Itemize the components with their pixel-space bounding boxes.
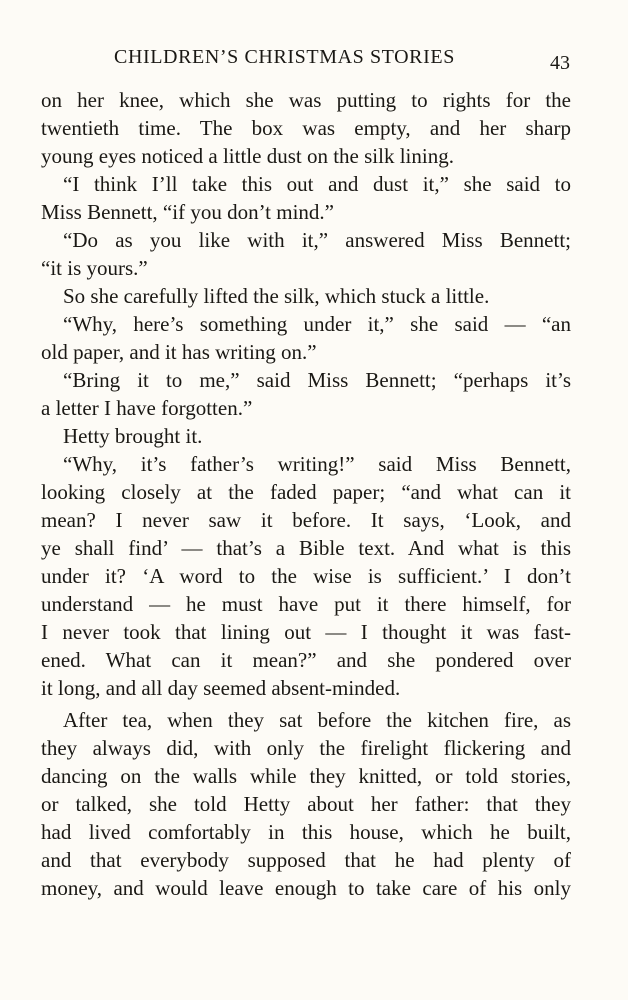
text-line: I never took that lining out — I thought it was fast- (41, 620, 571, 644)
text-line: looking closely at the faded paper; “and what can it (41, 480, 571, 504)
text-line: “Why, it’s father’s writing!” said Miss Bennett, (63, 452, 571, 476)
text-line: twentieth time. The box was empty, and her sharp (41, 116, 571, 140)
text-line: under it? ‘A word to the wise is sufficient.’ I don’t (41, 564, 571, 588)
text-line: a letter I have forgotten.” (41, 396, 253, 420)
text-line: or talked, she told Hetty about her father: that they (41, 792, 571, 816)
text-line: “it is yours.” (41, 256, 148, 280)
text-line: dancing on the walls while they knitted, or told stories, (41, 764, 571, 788)
running-head (40, 46, 570, 76)
text-line: on her knee, which she was putting to rights for the (41, 88, 571, 112)
text-line: ened. What can it mean?” and she pondered over (41, 648, 571, 672)
text-line: they always did, with only the firelight flickering and (41, 736, 571, 760)
body-text (41, 86, 571, 902)
page-number: 43 (550, 52, 570, 74)
text-line: Hetty brought it. (63, 424, 203, 448)
text-line: “Do as you like with it,” answered Miss Bennett; (63, 228, 571, 252)
text-line: it long, and all day seemed absent-minded. (41, 676, 401, 700)
text-line: So she carefully lifted the silk, which stuck a little. (63, 284, 490, 308)
text-line: ye shall find’ — that’s a Bible text. And what is this (41, 536, 571, 560)
text-line: “Bring it to me,” said Miss Bennett; “perhaps it’s (63, 368, 571, 392)
running-title: CHILDREN’S CHRISTMAS STORIES (114, 46, 455, 68)
text-line: old paper, and it has writing on.” (41, 340, 317, 364)
text-line: “I think I’ll take this out and dust it,” she said to (63, 172, 571, 196)
text-line: “Why, here’s something under it,” she said — “an (63, 312, 571, 336)
text-line: had lived comfortably in this house, which he built, (41, 820, 571, 844)
text-line: mean? I never saw it before. It says, ‘Look, and (41, 508, 571, 532)
text-line: understand — he must have put it there himself, for (41, 592, 571, 616)
text-line: and that everybody supposed that he had plenty of (41, 848, 571, 872)
text-line: After tea, when they sat before the kitchen fire, as (63, 708, 571, 732)
text-line: Miss Bennett, “if you don’t mind.” (41, 200, 335, 224)
text-line: money, and would leave enough to take care of his only (41, 876, 571, 900)
text-line: young eyes noticed a little dust on the silk lining. (41, 144, 454, 168)
